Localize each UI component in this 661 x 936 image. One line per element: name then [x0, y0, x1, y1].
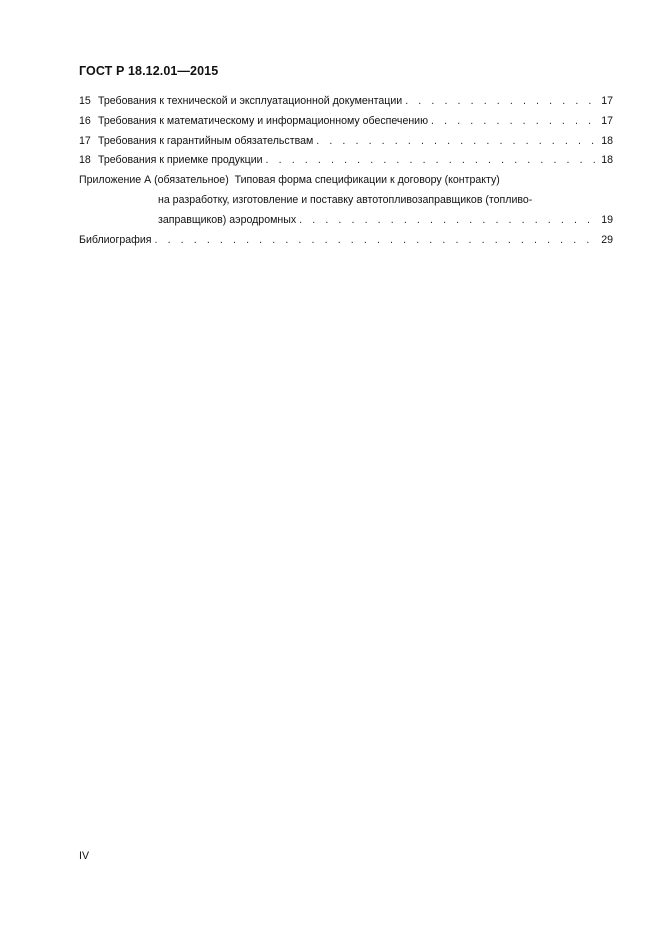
annex-title-line-3: заправщиков) аэродромных [158, 213, 297, 226]
annex-label: Приложение А (обязательное) [79, 174, 229, 187]
toc-entry-title: Библиография [79, 233, 152, 246]
toc-entry-page: 18 [601, 134, 613, 147]
toc-entry-page: 17 [601, 95, 613, 107]
toc-entry-page: 29 [601, 233, 613, 246]
toc-entry-15[interactable] [79, 92, 613, 112]
toc-leader-dots [428, 112, 597, 132]
toc-entry-title: Требования к математическому и информационному обеспечению [98, 114, 429, 127]
annex-last-line [79, 211, 613, 231]
table-of-contents [79, 92, 613, 250]
toc-entry-number: 18 [79, 154, 91, 167]
toc-entry-number: 16 [79, 114, 91, 127]
toc-entry-page: 19 [601, 213, 613, 226]
annex-title-line-2: на разработку, изготовление и поставку автотопливозаправщиков (топливо- [158, 193, 533, 206]
toc-leader-dots [296, 211, 597, 231]
toc-entry-title: Требования к приемке продукции [98, 154, 263, 167]
toc-entry-number: 17 [79, 134, 91, 147]
toc-entry-number: 15 [79, 95, 91, 107]
toc-leader-dots [402, 92, 597, 112]
toc-leader-dots [263, 151, 597, 171]
document-header: ГОСТ Р 18.12.01—2015 [79, 64, 219, 78]
annex-title-line-1: Типовая форма спецификации к договору (контракту) [234, 174, 500, 187]
toc-entry-page: 18 [601, 154, 613, 167]
toc-entry-17[interactable] [79, 132, 613, 152]
toc-entry-title: Требования к гарантийным обязательствам [98, 134, 314, 147]
toc-entry-18[interactable] [79, 151, 613, 171]
toc-leader-dots [151, 231, 597, 251]
toc-entry-annex-a[interactable] [79, 171, 613, 230]
annex-heading-line [79, 171, 613, 191]
toc-entry-page: 17 [601, 114, 613, 127]
toc-entry-title: Требования к технической и эксплуатационной документации [98, 95, 403, 107]
toc-leader-dots [313, 132, 597, 152]
toc-entry-16[interactable] [79, 112, 613, 132]
page-number: IV [79, 850, 90, 862]
toc-entry-bibliography[interactable] [79, 231, 613, 251]
